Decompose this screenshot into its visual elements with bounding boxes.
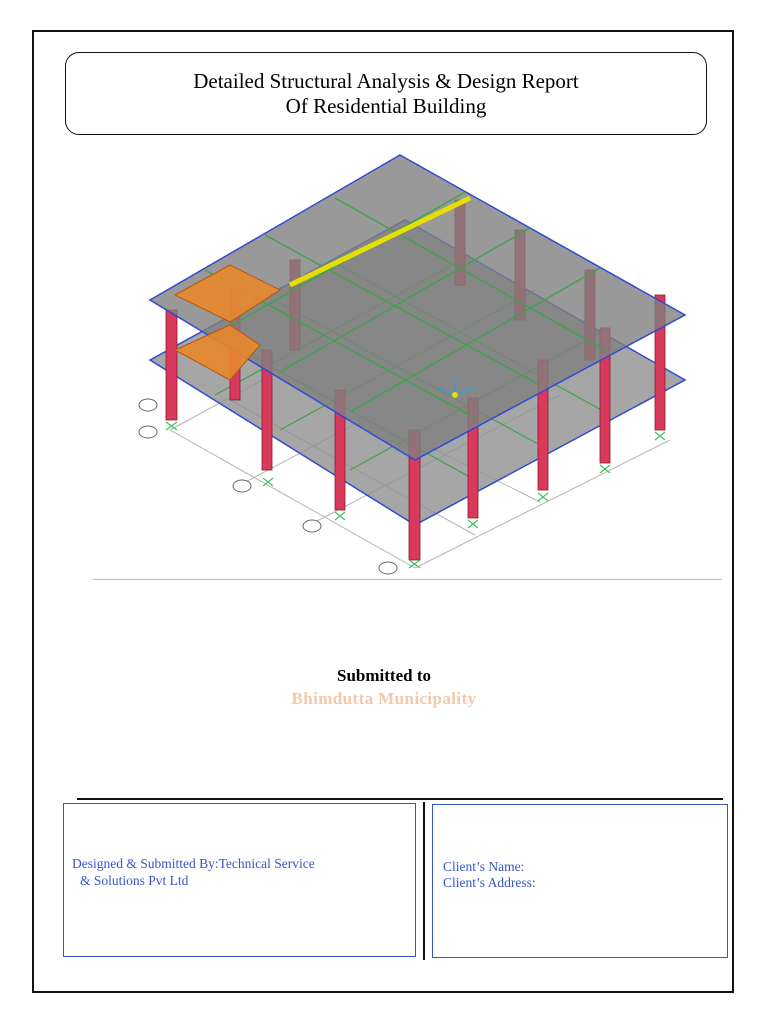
designer-info-box [63,803,416,957]
structural-3d-model-icon [130,150,710,580]
client-address-label: Client’s Address: [443,875,536,890]
report-title-line-2: Of Residential Building [285,93,487,118]
structural-3d-model-image [130,150,710,580]
title-box [65,52,707,135]
divider-thick [77,798,723,800]
client-name-label: Client’s Name: [443,859,525,874]
recipient-name: Bhimdutta Municipality [291,689,477,708]
divider-thin [93,579,722,580]
designer-line-1: Designed & Submitted By:Technical Service [72,856,315,871]
submitted-to-label: Submitted to [337,666,431,685]
designer-line-2: & Solutions Pvt Ltd [80,873,189,888]
vertical-divider [423,802,425,960]
client-info-box [432,804,728,958]
report-title-line-1: Detailed Structural Analysis & Design Report [193,68,579,93]
